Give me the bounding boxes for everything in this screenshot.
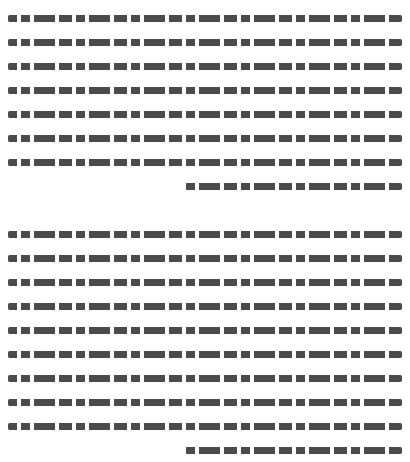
text-line	[8, 126, 402, 150]
text-line	[8, 438, 402, 462]
text-line	[8, 6, 402, 30]
text-line	[8, 102, 402, 126]
text-line	[8, 174, 402, 198]
text-line	[8, 246, 402, 270]
text-line	[8, 270, 402, 294]
text-line	[8, 54, 402, 78]
text-line	[8, 414, 402, 438]
text-line	[8, 318, 402, 342]
paragraph-1	[8, 6, 402, 198]
text-line	[8, 150, 402, 174]
text-line	[8, 294, 402, 318]
text-line	[8, 30, 402, 54]
text-line	[8, 78, 402, 102]
text-line	[8, 366, 402, 390]
paragraph-2	[8, 222, 402, 462]
text-line	[8, 222, 402, 246]
text-line	[8, 342, 402, 366]
text-line	[8, 390, 402, 414]
